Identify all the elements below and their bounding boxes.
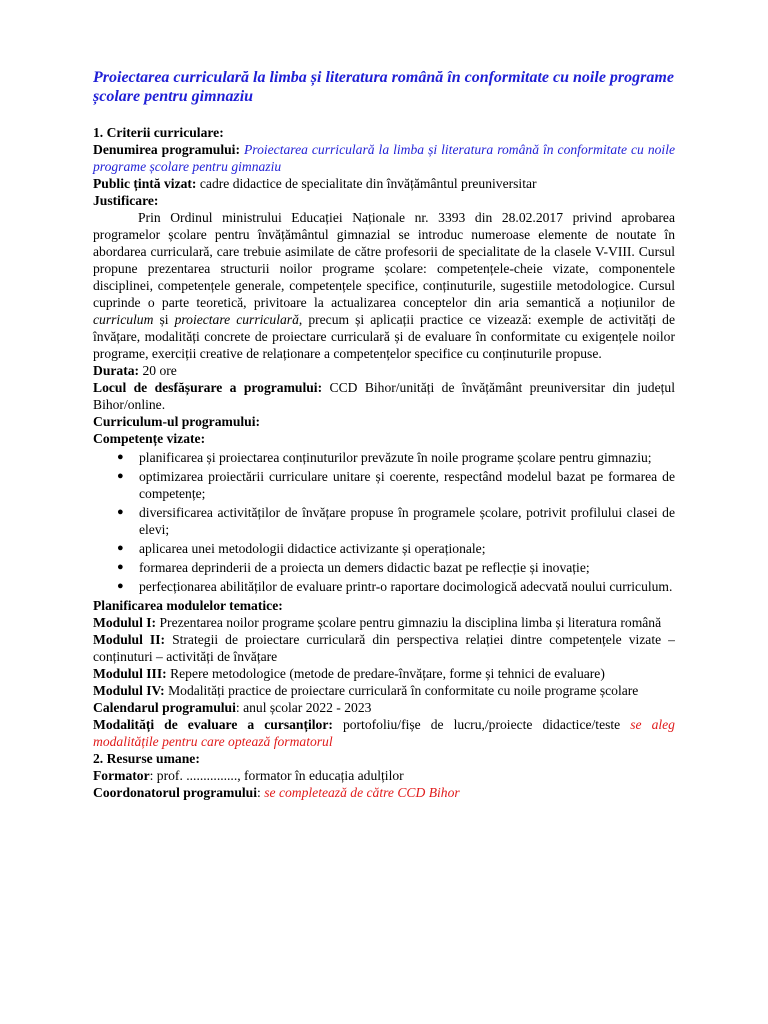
document-page: [93, 68, 675, 801]
calendar-label: Calendarul programului: [93, 700, 236, 715]
formator-label: Formator: [93, 768, 150, 783]
justificare-term-curriculum: curriculum: [93, 312, 154, 327]
list-item: [117, 578, 675, 595]
section-resurse-heading: 2. Resurse umane:: [93, 751, 200, 766]
evaluare-note: se aleg modalitățile pentru care optează formatorul: [93, 717, 675, 749]
public-value: cadre didactice de specialitate din învățământul preuniversitar: [199, 176, 537, 191]
calendar-paragraph: [93, 699, 675, 716]
durata-paragraph: [93, 362, 675, 379]
justificare-text-1: Prin Ordinul ministrului Educației Naționale nr. 3393 din 28.02.2017 privind aprobarea programelor școlare pentru învățământul gimnazial se introduc numeroase elemente de noutate în abordarea curriculară, care trebuie asimilate de către profesorii de specialitate de la clasele V-VIII. Cursul propune prezentarea structurii noilor programe școlare: competențele-cheie vizate, componentele disciplinei, competențele generale, competențele specifice, conținuturile, sugestiile metodologice. Cursul cuprinde o parte teoretică, privitoare la actualizarea conceptelor din aria semantică a noțiunilor de: [93, 210, 675, 310]
public-label: Public țintă vizat:: [93, 176, 197, 191]
formator-paragraph: [93, 767, 675, 784]
bullet-icon: ●: [117, 561, 124, 573]
calendar-value: : anul școlar 2022 - 2023: [235, 700, 372, 715]
competenta-text: planificarea și proiectarea conținuturilor prevăzute în noile programe școlare pentru gimnaziu;: [139, 450, 652, 465]
list-item: [117, 468, 675, 502]
modul-item: [93, 682, 675, 699]
denumire-paragraph: [93, 141, 675, 175]
competenta-text: perfecționarea abilităților de evaluare printr-o raportare docimologică adecvată noului curriculum.: [139, 579, 673, 594]
bullet-icon: ●: [117, 580, 124, 592]
list-item: [117, 540, 675, 557]
denumire-value: Proiectarea curriculară la limba și literatura română în conformitate cu noile programe școlare pentru gimnaziu: [93, 142, 675, 174]
justificare-term-proiectare: proiectare curriculară: [174, 312, 299, 327]
justificare-paragraph: [93, 209, 675, 362]
list-item: [117, 504, 675, 538]
formator-value: : prof. ..............., formator în educația adulților: [149, 768, 404, 783]
coordonator-value: se completează de către CCD Bihor: [264, 785, 460, 800]
evaluare-paragraph: [93, 716, 675, 750]
justificare-and: și: [159, 312, 169, 327]
public-paragraph: [93, 175, 675, 192]
coordonator-paragraph: [93, 784, 675, 801]
modul-label: Modulul III:: [93, 666, 167, 681]
bullet-icon: ●: [117, 451, 124, 463]
denumire-label: Denumirea programului:: [93, 142, 240, 157]
modul-label: Modulul II:: [93, 632, 166, 647]
bullet-icon: ●: [117, 470, 124, 482]
competenta-text: optimizarea proiectării curriculare unitare și coerente, respectând modelul bazat pe formarea de competențe;: [139, 469, 675, 501]
competente-list: [93, 449, 675, 595]
locul-paragraph: [93, 379, 675, 413]
modul-item: [93, 614, 675, 631]
modul-label: Modulul IV:: [93, 683, 165, 698]
list-item: [117, 449, 675, 466]
competente-label: Competențe vizate:: [93, 431, 206, 446]
section-criterii-heading: 1. Criterii curriculare:: [93, 125, 224, 140]
competenta-text: diversificarea activităților de învățare propuse în programele școlare, potrivit profilului clasei de elevi;: [139, 505, 675, 537]
justificare-label: Justificare:: [93, 193, 159, 208]
document-title: Proiectarea curriculară la limba și literatura română în conformitate cu noile programe școlare pentru gimnaziu: [93, 69, 674, 105]
coordonator-label: Coordonatorul programului: [93, 785, 258, 800]
evaluare-label: Modalități de evaluare a cursanților:: [93, 717, 333, 732]
modul-text: Prezentarea noilor programe școlare pentru gimnaziu la disciplina limba și literatura română: [159, 615, 662, 630]
modul-label: Modulul I:: [93, 615, 157, 630]
locul-label: Locul de desfășurare a programului:: [93, 380, 323, 395]
justificare-text-2: , precum și aplicații practice ce vizează: exemple de activități de învățare, modalități concrete de proiectare curriculară și de evaluare în conformitate cu exigențele noilor programe, exerciții creative de relaționare a competențelor specifice cu conținuturile propuse.: [93, 312, 675, 361]
bullet-icon: ●: [117, 542, 124, 554]
modul-text: Modalități practice de proiectare curriculară în conformitate cu noile programe școlare: [168, 683, 639, 698]
modul-text: Repere metodologice (metode de predare-învățare, forme și tehnici de evaluare): [170, 666, 605, 681]
list-item: [117, 559, 675, 576]
locul-value: CCD Bihor/unități de învățământ preuniversitar din județul Bihor/online.: [93, 380, 675, 412]
durata-value: 20 ore: [142, 363, 177, 378]
competenta-text: formarea deprinderii de a proiecta un demers didactic bazat pe reflecție și inovație;: [139, 560, 590, 575]
modul-item: [93, 665, 675, 682]
bullet-icon: ●: [117, 506, 124, 518]
planificarea-heading: Planificarea modulelor tematice:: [93, 598, 283, 613]
modul-item: [93, 631, 675, 665]
competenta-text: aplicarea unei metodologii didactice activizante și operaționale;: [139, 541, 486, 556]
modul-text: Strategii de proiectare curriculară din perspectiva relației dintre competențele vizate – conținuturi – activități de învățare: [93, 632, 675, 664]
coordonator-sep: :: [257, 785, 261, 800]
durata-label: Durata:: [93, 363, 140, 378]
curriculum-heading: Curriculum-ul programului:: [93, 414, 261, 429]
evaluare-value: portofoliu/fișe de lucru,/proiecte didactice/teste: [342, 717, 621, 732]
